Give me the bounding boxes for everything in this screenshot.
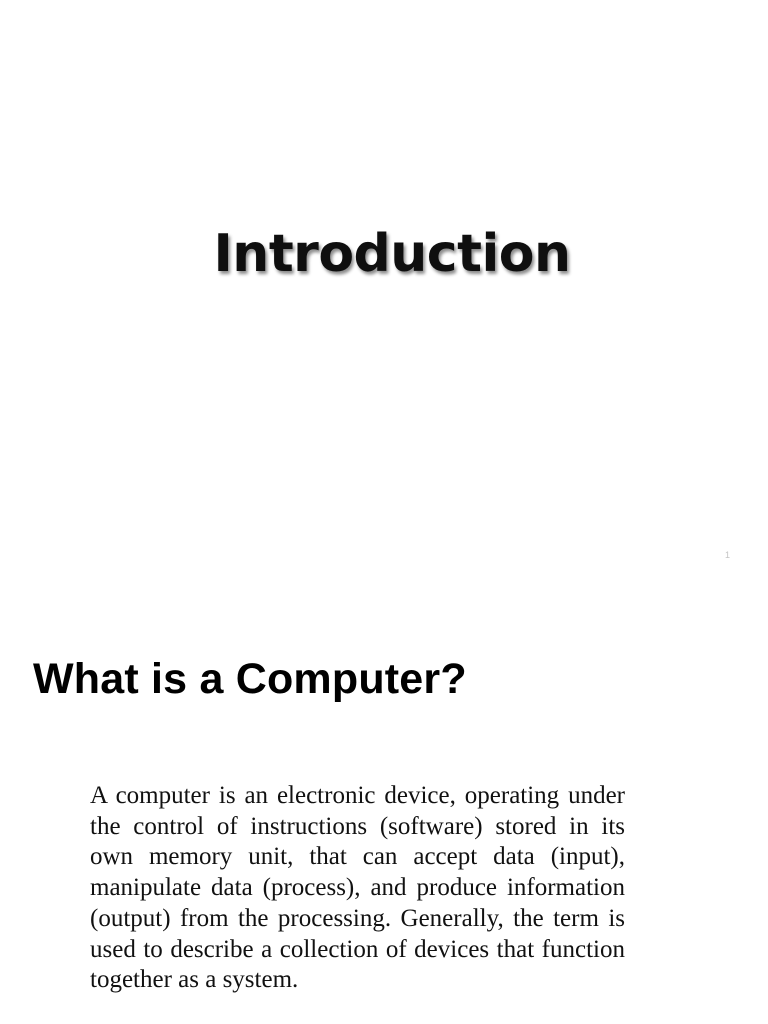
slide-number: 1 <box>724 550 730 560</box>
section-heading: What is a Computer? <box>33 655 467 703</box>
slide-what-is-a-computer <box>0 576 768 1024</box>
body-paragraph: A computer is an electronic device, operating under the control of instructions (software) stored in its own memory unit, that can accept data (input), manipulate data (process), and produce information (output) from the processing. Generally, the term is used to describe a collection of devices that function together as a system. <box>90 782 625 994</box>
slide-title: Introduction <box>213 224 571 284</box>
